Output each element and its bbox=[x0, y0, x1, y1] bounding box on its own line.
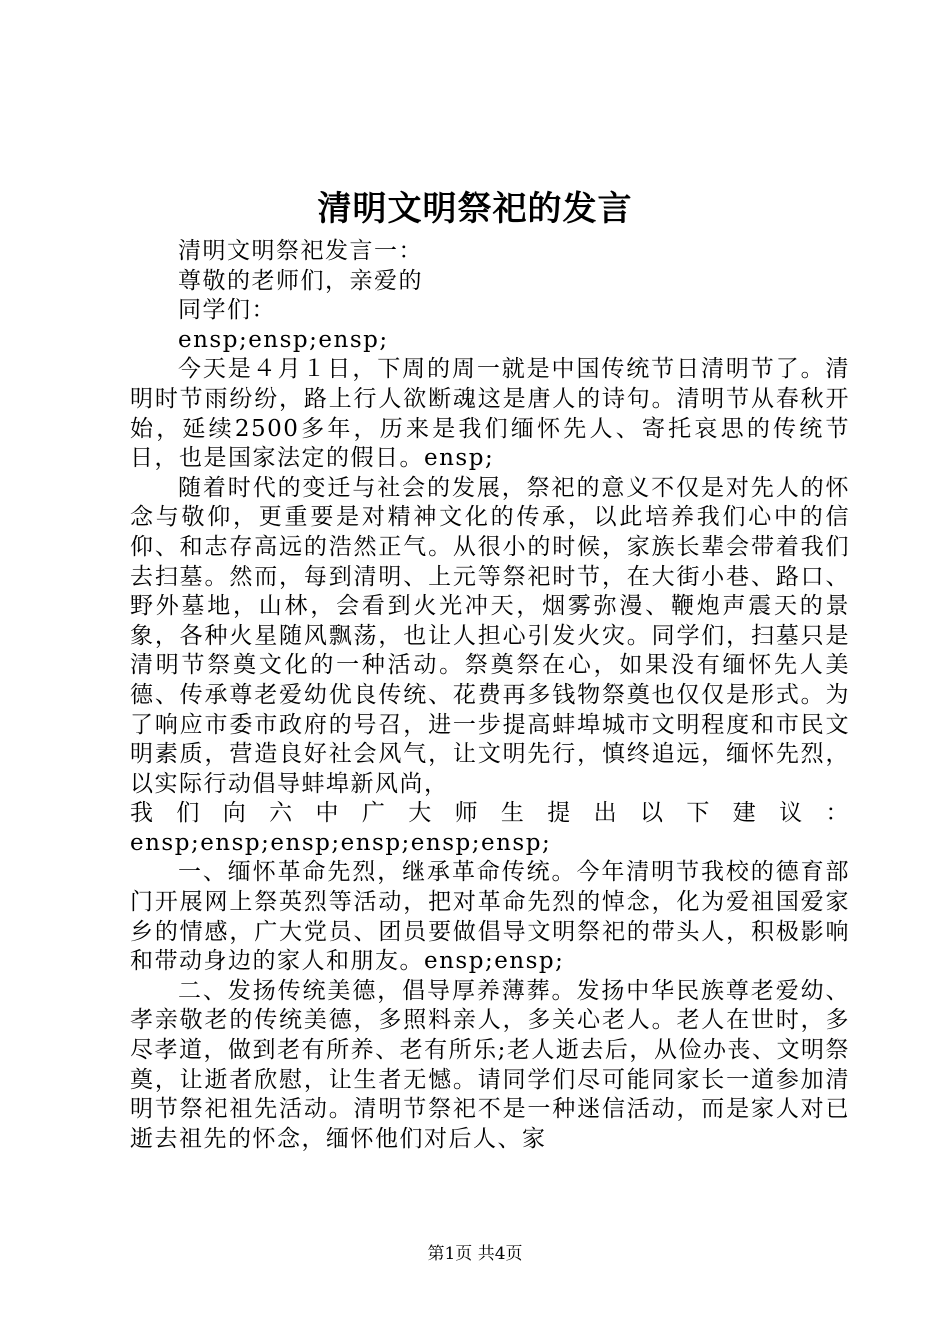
paragraph-spacer: ensp;ensp;ensp; bbox=[178, 326, 389, 353]
paragraph-heading: 清明文明祭祀发言一： bbox=[178, 238, 423, 264]
paragraph-point-one: 一、缅怀革命先烈，继承革命传统。今年清明节我校的德育部门开展网上祭英烈等活动，把对革命先烈的悼念，化为爱祖国爱家乡的情感，广大党员、团员要做倡导文明祭祀的带头人，积极影响和带动身边的家人和朋友。ensp;ensp; bbox=[130, 859, 850, 975]
paragraph-proposal-lead: 我们向六中广大师生提出以下建议： bbox=[130, 800, 850, 827]
paragraph-spacer: ensp;ensp;ensp;ensp;ensp;ensp; bbox=[130, 829, 552, 856]
paragraph-salutation: 尊敬的老师们，亲爱的 bbox=[178, 267, 423, 294]
document-body bbox=[130, 237, 850, 1154]
paragraph-intro: 今天是４月１日，下周的周一就是中国传统节日清明节了。清明时节雨纷纷，路上行人欲断魂这是唐人的诗句。清明节从春秋开始，延续2500多年，历来是我们缅怀先人、寄托哀思的传统节日，也是国家法定的假日。ensp; bbox=[130, 356, 850, 472]
paragraph-meaning: 随着时代的变迁与社会的发展，祭祀的意义不仅是对先人的怀念与敬仰，更重要是对精神文化的传承，以此培养我们心中的信仰、和志存高远的浩然正气。从很小的时候，家族长辈会带着我们去扫墓。然而，每到清明、上元等祭祀时节，在大街小巷、路口、野外墓地，山林，会看到火光冲天，烟雾弥漫、鞭炮声震天的景象，各种火星随风飘荡，也让人担心引发火灾。同学们，扫墓只是清明节祭奠文化的一种活动。祭奠祭在心，如果没有缅怀先人美德、传承尊老爱幼优良传统、花费再多钱物祭奠也仅仅是形式。为了响应市委市政府的号召，进一步提高蚌埠城市文明程度和市民文明素质，营造良好社会风气，让文明先行，慎终追远，缅怀先烈，以实际行动倡导蚌埠新风尚， bbox=[130, 474, 850, 797]
document-title: 清明文明祭祀的发言 bbox=[317, 189, 633, 229]
paragraph-salutation-cont: 同学们： bbox=[178, 297, 276, 324]
page-number: 第1页 共4页 bbox=[427, 1244, 523, 1264]
paragraph-point-two: 二、发扬传统美德，倡导厚养薄葬。发扬中华民族尊老爱幼、孝亲敬老的传统美德，多照料亲人，多关心老人。老人在世时，多尽孝道，做到老有所养、老有所乐;老人逝去后，从俭办丧、文明祭奠，让逝者欣慰，让生者无憾。请同学们尽可能同家长一道参加清明节祭祀祖先活动。清明节祭祀不是一种迷信活动，而是家人对已逝去祖先的怀念，缅怀他们对后人、家 bbox=[130, 977, 850, 1152]
